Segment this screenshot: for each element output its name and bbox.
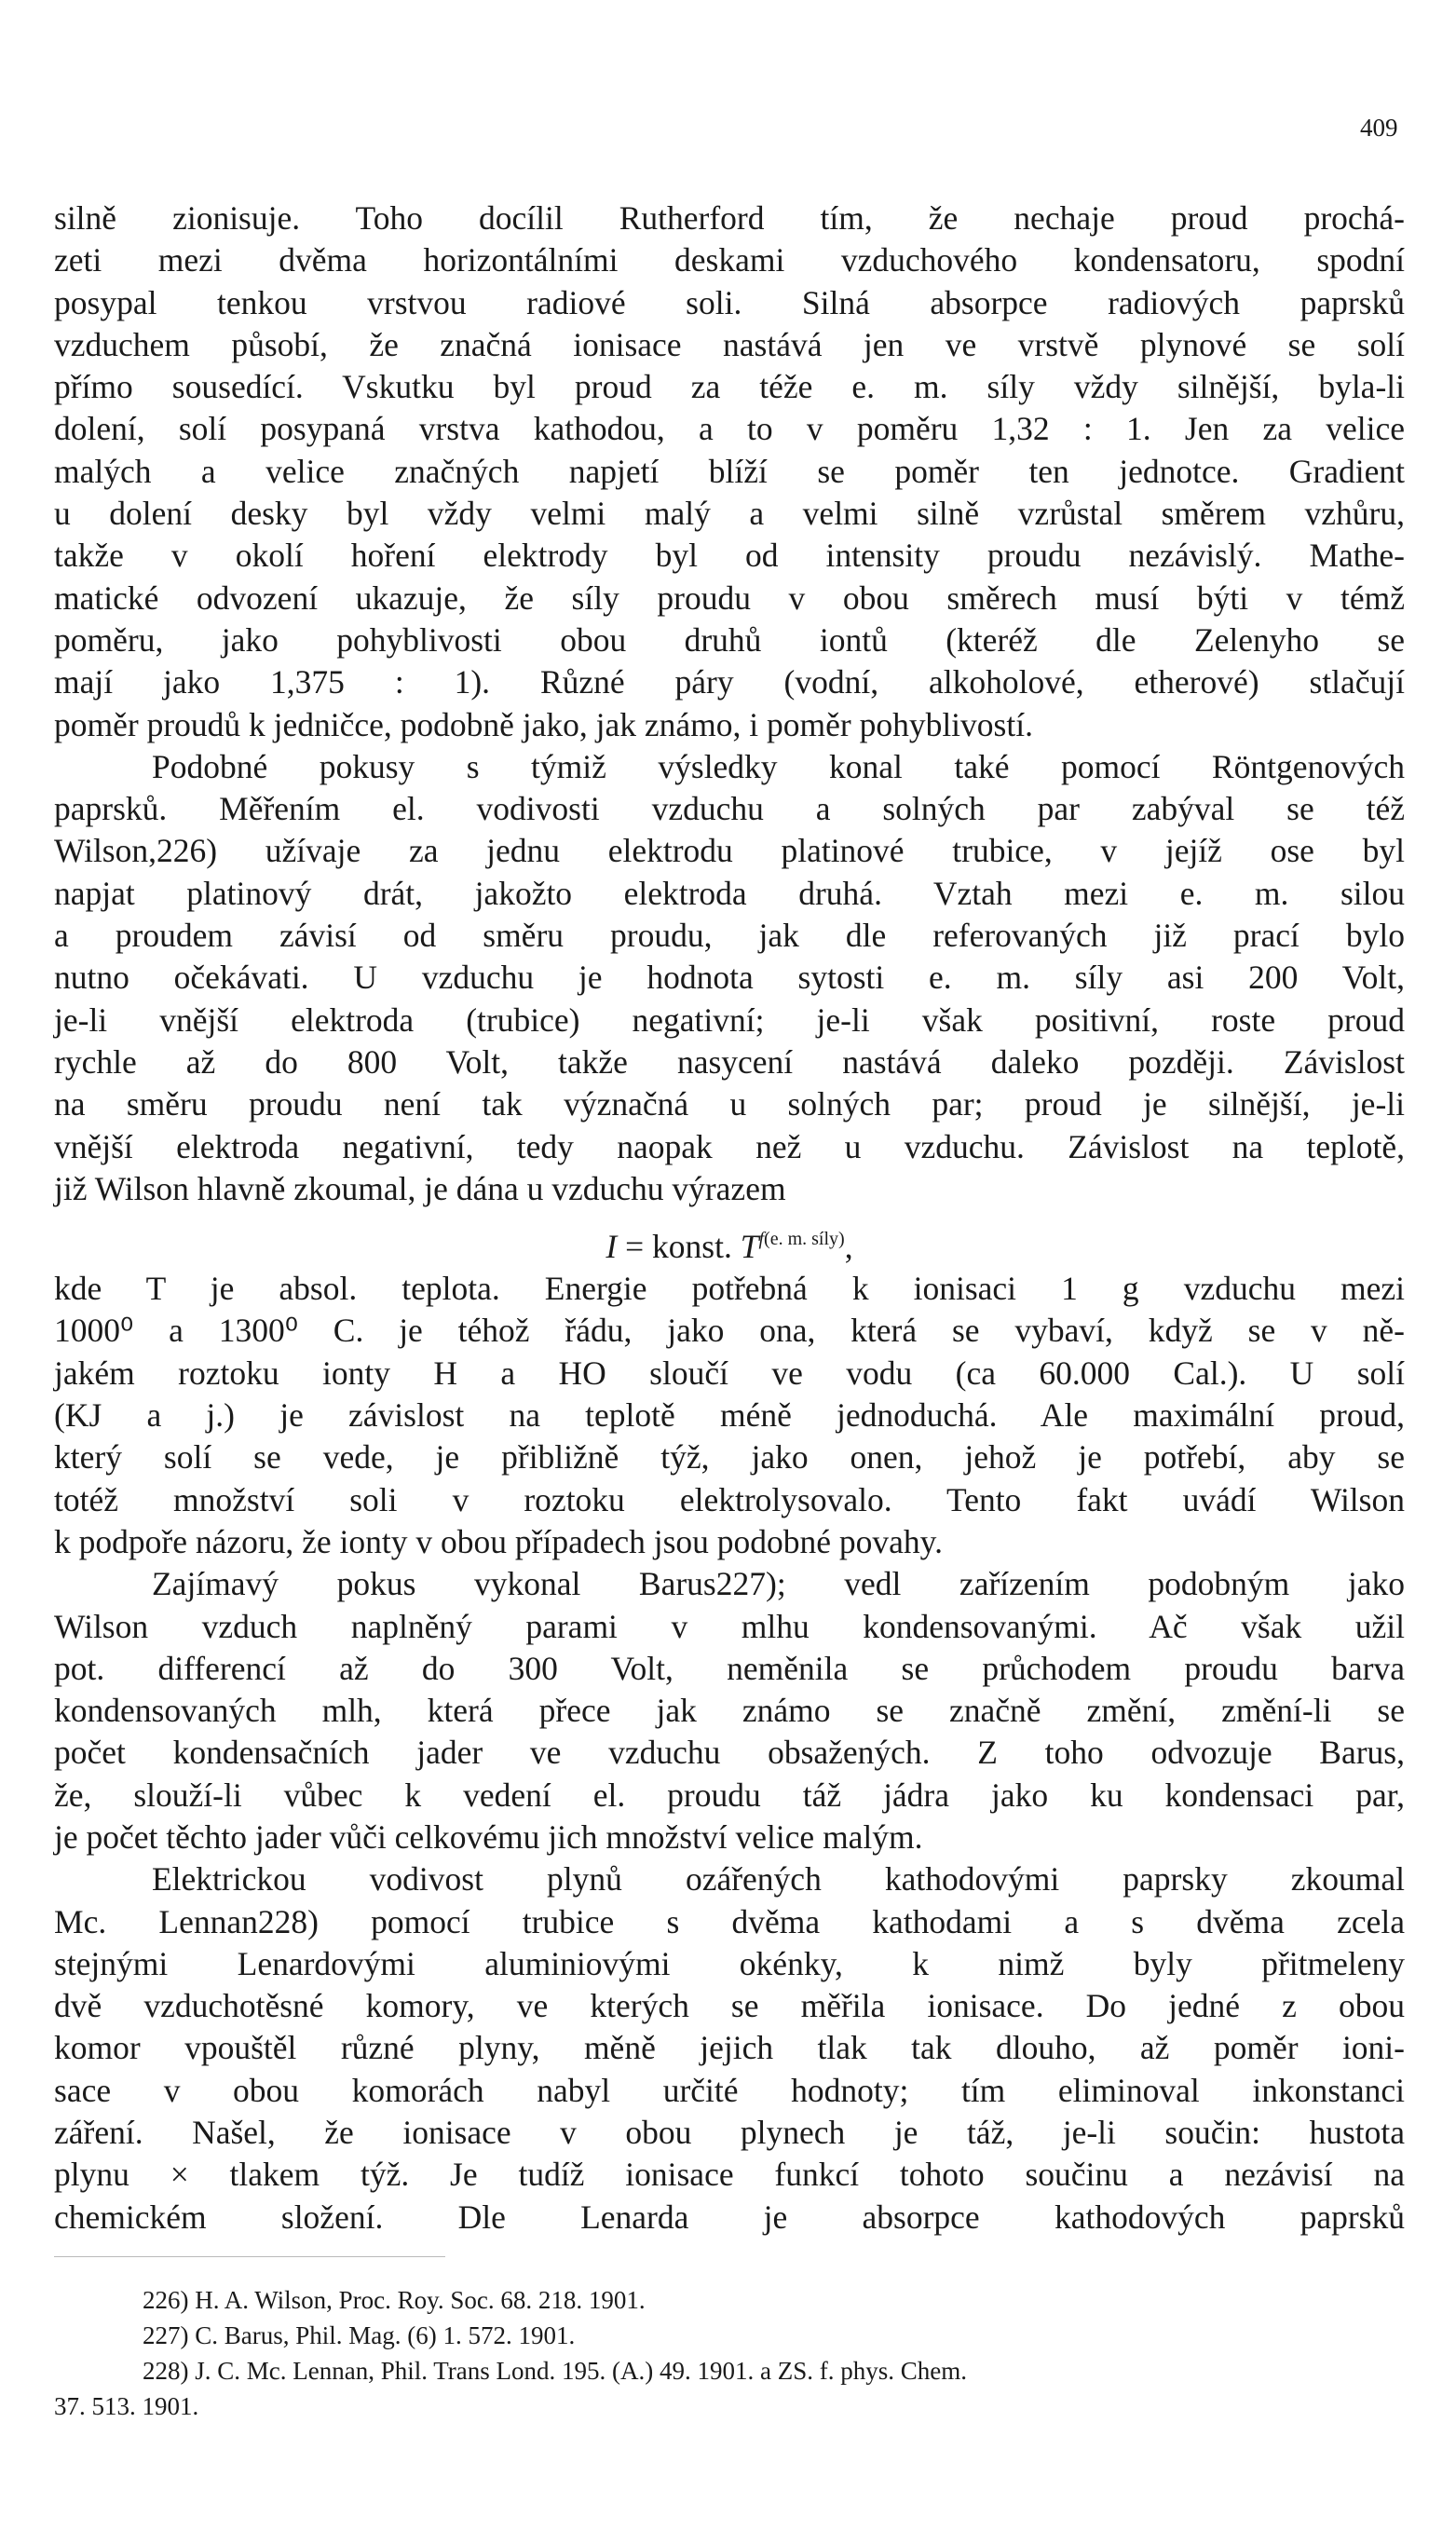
text-line: poměru, jako pohyblivosti obou druhů iontů (kteréž dle Zelenyho se	[54, 620, 1405, 659]
text-line: sace v obou komorách nabyl určité hodnoty; tím eliminoval inkonstanci	[54, 2071, 1405, 2109]
text-line: 1000⁰ a 1300⁰ C. je téhož řádu, jako ona, která se vybaví, když se v ně-	[54, 1312, 1405, 1350]
formula-base: T	[740, 1228, 759, 1266]
text-line: takže v okolí hoření elektrody byl od intensity proudu nezávislý. Mathe-	[54, 537, 1405, 575]
formula-konst: konst.	[652, 1228, 732, 1266]
text-line: že, slouží-li vůbec k vedení el. proudu táž jádra jako ku kondensaci par,	[54, 1776, 1405, 1814]
text-line: malých a velice značných napjetí blíží se poměr ten jednotce. Gradient	[54, 452, 1405, 490]
text-line: Wilson vzduch naplněný parami v mlhu kondensovanými. Ač však užil	[54, 1607, 1405, 1645]
formula-lhs: I	[606, 1228, 618, 1266]
footnote-228-continued: 37. 513. 1901.	[54, 2392, 199, 2420]
formula-exponent-f: f	[758, 1229, 765, 1250]
text-line: matické odvození ukazuje, že síly proudu v obou směrech musí býti v témž	[54, 578, 1405, 617]
footnote-226: 226) H. A. Wilson, Proc. Roy. Soc. 68. 218. 1901.	[143, 2286, 646, 2314]
text-line: přímo sousedící. Vskutku byl proud za téže e. m. síly vždy silnější, byla-li	[54, 368, 1405, 406]
text-line: dvě vzduchotěsné komory, ve kterých se měřila ionisace. Do jedné z obou	[54, 1987, 1405, 2025]
footnote-227: 227) C. Barus, Phil. Mag. (6) 1. 572. 1901.	[143, 2321, 576, 2349]
text-line: Mc. Lennan228) pomocí trubice s dvěma kathodami a s dvěma zcela	[54, 1902, 1405, 1940]
text-line: kondensovaných mlh, která přece jak známo se značně změní, změní-li se	[54, 1692, 1405, 1730]
text-line: Elektrickou vodivost plynů ozářených kathodovými paprsky zkoumal	[152, 1860, 1405, 1899]
text-line: stejnými Lenardovými aluminiovými okénky, k nimž byly přitmeleny	[54, 1944, 1405, 1982]
text-line: vnější elektroda negativní, tedy naopak než u vzduchu. Závislost na teplotě,	[54, 1127, 1405, 1165]
text-line: a proudem závisí od směru proudu, jak dle referovaných již prací bylo	[54, 917, 1405, 955]
text-line: jakém roztoku ionty H a HO sloučí ve vodu (ca 60.000 Cal.). U solí	[54, 1354, 1405, 1392]
text-line: mají jako 1,375 : 1). Různé páry (vodní, alkoholové, etherové) stlačují	[54, 663, 1405, 701]
text-line: kde T je absol. teplota. Energie potřebná k ionisaci 1 g vzduchu mezi	[54, 1270, 1405, 1308]
text-line: (KJ a j.) je závislost na teplotě méně jednoduchá. Ale maximální proud,	[54, 1396, 1405, 1435]
text-line: vzduchem působí, že značná ionisace nastává jen ve vrstvě plynové se solí	[54, 325, 1405, 363]
text-line: paprsků. Měřením el. vodivosti vzduchu a solných par zabýval se též	[54, 790, 1405, 828]
text-line: rychle až do 800 Volt, takže nasycení nastává daleko později. Závislost	[54, 1042, 1405, 1081]
text-line: na směru proudu není tak význačná u solných par; proud je silnější, je-li	[54, 1085, 1405, 1123]
text-line: pot. differencí až do 300 Volt, neměnila se průchodem proudu barva	[54, 1649, 1405, 1687]
text-line: počet kondensačních jader ve vzduchu obsažených. Z toho odvozuje Barus,	[54, 1734, 1405, 1772]
text-line: zeti mezi dvěma horizontálními deskami vzduchového kondensatoru, spodní	[54, 241, 1405, 279]
text-line: nutno očekávati. U vzduchu je hodnota sytosti e. m. síly asi 200 Volt,	[54, 959, 1405, 997]
page-number: 409	[1360, 114, 1398, 142]
footnote-228: 228) J. C. Mc. Lennan, Phil. Trans Lond. 195. (A.) 49. 1901. a ZS. f. phys. Chem.	[143, 2357, 967, 2385]
text-line: komor vpouštěl různé plyny, měně jejich tlak tak dlouho, až poměr ioni-	[54, 2029, 1405, 2067]
footnote-divider	[54, 2256, 445, 2257]
footnotes	[54, 2282, 1405, 2424]
paragraph-2	[54, 746, 1405, 1210]
paragraph-3	[54, 1268, 1405, 1563]
paragraph-5	[54, 1858, 1405, 2239]
formula-equals: =	[625, 1228, 645, 1266]
paragraph-1	[54, 197, 1405, 746]
text-line: k podpoře názoru, že ionty v obou případech jsou podobné povahy.	[54, 1522, 943, 1560]
paragraph-4	[54, 1563, 1405, 1858]
text-line: chemickém složení. Dle Lenarda je absorpce kathodových paprsků	[54, 2198, 1405, 2236]
text-line: je-li vnější elektroda (trubice) negativní; je-li však positivní, roste proud	[54, 1000, 1405, 1039]
text-line: posypal tenkou vrstvou radiové soli. Silná absorpce radiových paprsků	[54, 283, 1405, 321]
text-line: záření. Našel, že ionisace v obou plynech je táž, je-li součin: hustota	[54, 2114, 1405, 2152]
text-line: Zajímavý pokus vykonal Barus227); vedl zařízením podobným jako	[152, 1565, 1405, 1603]
formula-exponent-arg: (e. m. síly)	[764, 1229, 845, 1250]
text-line: poměr proudů k jedničce, podobně jako, jak známo, i poměr pohyblivostí.	[54, 705, 1033, 743]
text-line: Wilson,226) užívaje za jednu elektrodu platinové trubice, v jejíž ose byl	[54, 832, 1405, 870]
text-line: totéž množství soli v roztoku elektrolysovalo. Tento fakt uvádí Wilson	[54, 1480, 1405, 1518]
text-line: napjat platinový drát, jakožto elektroda druhá. Vztah mezi e. m. silou	[54, 874, 1405, 912]
text-line: u dolení desky byl vždy velmi malý a velmi silně vzrůstal směrem vzhůru,	[54, 495, 1405, 533]
text-line: je počet těchto jader vůči celkovému jich množství velice malým.	[54, 1817, 923, 1856]
text-line: dolení, solí posypaná vrstva kathodou, a to v poměru 1,32 : 1. Jen za velice	[54, 410, 1405, 448]
text-line: již Wilson hlavně zkoumal, je dána u vzduchu výrazem	[54, 1169, 786, 1207]
text-line: který solí se vede, je přibližně týž, jako onen, jehož je potřebí, aby se	[54, 1438, 1405, 1477]
body-text	[54, 197, 1405, 2239]
text-line: silně zionisuje. Toho docílil Rutherford tím, že nechaje proud prochá-	[54, 199, 1405, 237]
formula	[54, 1210, 1405, 1268]
text-line: Podobné pokusy s týmiž výsledky konal také pomocí Röntgenových	[152, 747, 1405, 785]
formula-trail: ,	[844, 1228, 853, 1266]
text-line: plynu × tlakem týž. Je tudíž ionisace funkcí tohoto součinu a nezávisí na	[54, 2156, 1405, 2194]
